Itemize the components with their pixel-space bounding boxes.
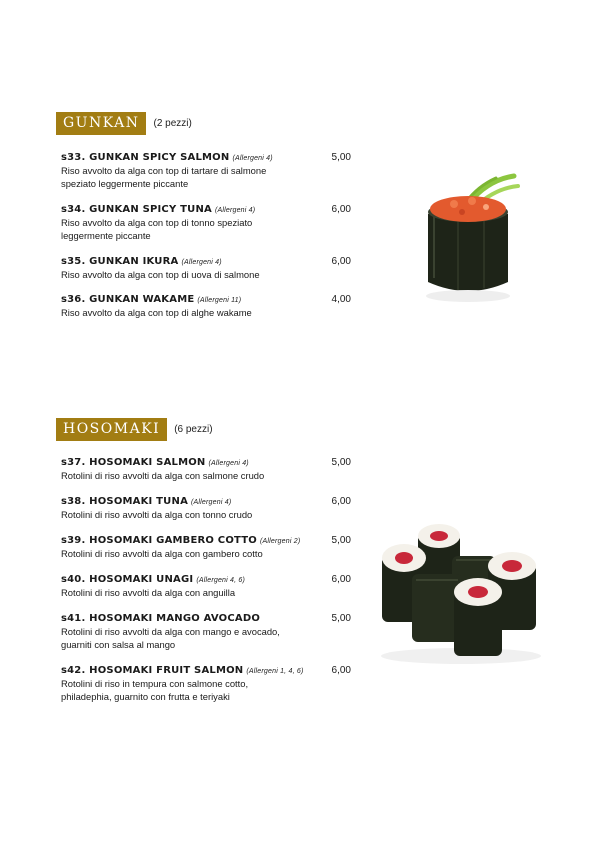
menu-item-s39 xyxy=(61,535,351,560)
hosomaki-roll xyxy=(454,578,502,656)
gunkan-photo xyxy=(418,172,520,312)
menu-item-s33 xyxy=(61,152,351,190)
item-name: s39. HOSOMAKI GAMBERO COTTO (Allergeni 2) xyxy=(61,535,301,546)
menu-item-s42 xyxy=(61,665,351,703)
item-description: Rotolini di riso avvolti da alga con tonno crudo xyxy=(61,509,253,520)
item-price: 4,00 xyxy=(331,294,351,305)
item-price: 5,00 xyxy=(331,613,351,624)
item-name: s33. GUNKAN SPICY SALMON (Allergeni 4) xyxy=(61,152,273,163)
item-description: Rotolini di riso avvolti da alga con gambero cotto xyxy=(61,548,263,559)
item-allergens: (Allergeni 2) xyxy=(260,538,301,545)
menu-item-s41 xyxy=(61,613,351,651)
menu-item-s37 xyxy=(61,457,351,482)
item-name: s37. HOSOMAKI SALMON (Allergeni 4) xyxy=(61,457,249,468)
item-allergens: (Allergeni 4) xyxy=(191,499,232,506)
menu-item-s35 xyxy=(61,256,351,281)
gunkan-title: GUNKAN xyxy=(56,112,146,135)
item-description: Rotolini di riso avvolti da alga con anguilla xyxy=(61,587,236,598)
item-name: s42. HOSOMAKI FRUIT SALMON (Allergeni 1, 4, 6) xyxy=(61,665,304,676)
item-description: Riso avvolto da alga con top di tonno speziato leggermente piccante xyxy=(61,217,253,241)
item-name: s41. HOSOMAKI MANGO AVOCADO xyxy=(61,613,261,624)
item-price: 5,00 xyxy=(331,457,351,468)
item-description: Riso avvolto da alga con top di uova di salmone xyxy=(61,269,260,280)
menu-item-s34 xyxy=(61,204,351,242)
item-price: 6,00 xyxy=(331,665,351,676)
item-description: Rotolini di riso in tempura con salmone cotto, philadephia, guarnito con frutta e teriyaki xyxy=(61,678,249,702)
gunkan-count: (2 pezzi) xyxy=(153,118,192,129)
item-price: 6,00 xyxy=(331,496,351,507)
item-description: Riso avvolto da alga con top di alghe wakame xyxy=(61,307,252,318)
item-name: s35. GUNKAN IKURA (Allergeni 4) xyxy=(61,256,222,267)
item-price: 5,00 xyxy=(331,535,351,546)
menu-item-s38 xyxy=(61,496,351,521)
item-allergens: (Allergeni 4) xyxy=(214,207,256,214)
item-allergens: (Allergeni 1, 4, 6) xyxy=(246,668,304,675)
item-price: 6,00 xyxy=(331,204,351,215)
gunkan-section-header xyxy=(56,112,192,135)
salmon-tartare xyxy=(430,196,506,222)
item-name: s40. HOSOMAKI UNAGI (Allergeni 4, 6) xyxy=(61,574,246,585)
item-price: 6,00 xyxy=(331,256,351,267)
item-description: Rotolini di riso avvolti da alga con salmone crudo xyxy=(61,470,265,481)
item-name: s38. HOSOMAKI TUNA (Allergeni 4) xyxy=(61,496,232,507)
item-description: Rotolini di riso avvolti da alga con mango e avocado, guarniti con salsa al mango xyxy=(61,626,280,650)
item-allergens: (Allergeni 4) xyxy=(232,155,273,162)
menu-item-s40 xyxy=(61,574,351,599)
item-description: Riso avvolto da alga con top di tartare di salmone speziato leggermente piccante xyxy=(61,165,267,189)
hosomaki-title: HOSOMAKI xyxy=(56,418,167,441)
item-allergens: (Allergeni 4, 6) xyxy=(196,577,246,584)
item-price: 6,00 xyxy=(331,574,351,585)
menu-item-s36 xyxy=(61,294,351,319)
hosomaki-section-header xyxy=(56,418,213,441)
item-allergens: (Allergeni 4) xyxy=(208,460,249,467)
hosomaki-photo xyxy=(378,520,544,666)
item-allergens: (Allergeni 4) xyxy=(181,259,222,266)
item-allergens: (Allergeni 11) xyxy=(197,297,242,304)
item-price: 5,00 xyxy=(331,152,351,163)
item-name: s34. GUNKAN SPICY TUNA (Allergeni 4) xyxy=(61,204,256,215)
hosomaki-count: (6 pezzi) xyxy=(174,424,213,435)
item-name: s36. GUNKAN WAKAME (Allergeni 11) xyxy=(61,294,242,305)
